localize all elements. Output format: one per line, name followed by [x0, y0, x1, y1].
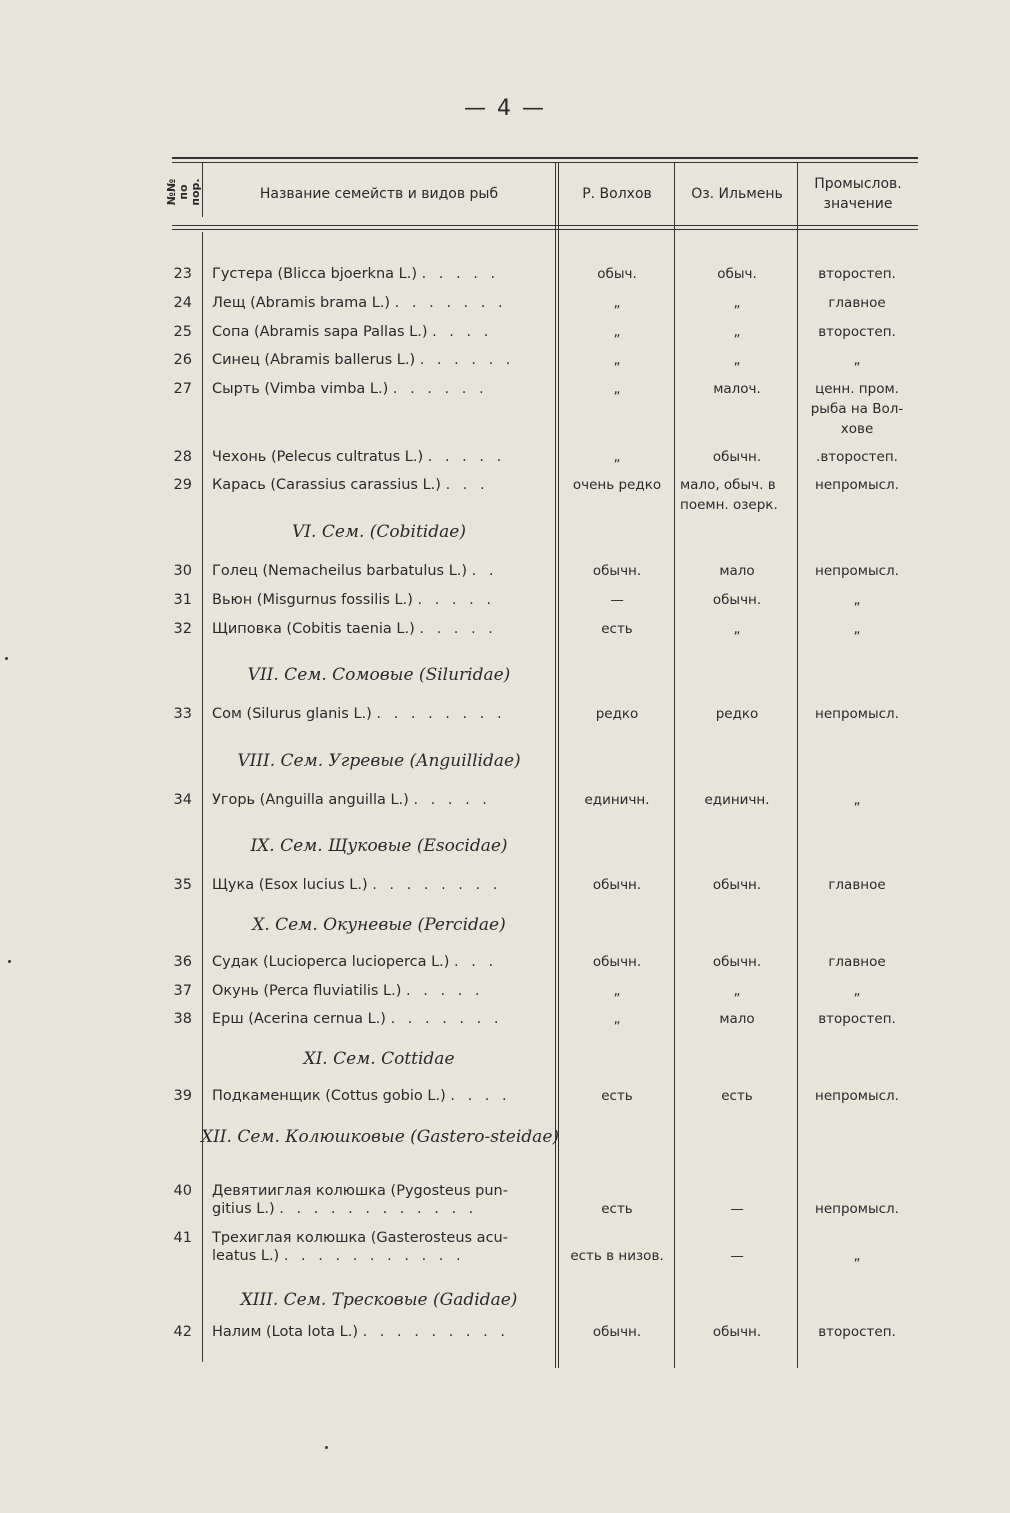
- prom-value: „: [853, 621, 861, 637]
- row-num: 25: [173, 324, 192, 340]
- table-top-rule: [172, 157, 918, 159]
- row-num: 31: [173, 592, 192, 608]
- family-heading: XII. Сем. Колюшковые (Gastero-steidae): [200, 1127, 560, 1147]
- species-name-line2: leatus L.) . . . . . . . . . . .: [212, 1248, 465, 1264]
- prom-value: „: [853, 592, 861, 608]
- volkhov-value: „: [613, 983, 621, 999]
- prom-value: главное: [828, 954, 886, 970]
- species-name: Сом (Silurus glanis L.) . . . . . . . .: [212, 706, 506, 722]
- ilmen-value: обычн.: [712, 877, 762, 893]
- species-name: Синец (Abramis ballerus L.) . . . . . .: [212, 352, 515, 368]
- col-divider-ilmen: [797, 163, 798, 1368]
- print-speck: [8, 960, 11, 963]
- page-number: — 4 —: [464, 96, 546, 121]
- row-num: 36: [173, 954, 192, 970]
- ilmen-value: мало: [719, 563, 755, 579]
- volkhov-value: есть в низов.: [570, 1248, 664, 1264]
- family-heading: X. Сем. Окуневые (Percidae): [252, 915, 506, 935]
- species-name-line1: Девятииглая колюшка (Pygosteus pun-: [212, 1183, 508, 1199]
- prom-value: ценн. пром. рыба на Вол-хове: [810, 381, 904, 437]
- prom-value: главное: [828, 295, 886, 311]
- prom-value: непромысл.: [815, 1201, 899, 1217]
- species-name: Карась (Carassius carassius L.) . . .: [212, 477, 489, 493]
- species-name: Сопа (Abramis sapa Pallas L.) . . . .: [212, 324, 493, 340]
- row-num: 38: [173, 1011, 192, 1027]
- row-num: 35: [173, 877, 192, 893]
- ilmen-value: —: [730, 1248, 744, 1264]
- row-num: 30: [173, 563, 192, 579]
- ilmen-value: „: [733, 352, 741, 368]
- row-num: 34: [173, 792, 192, 808]
- ilmen-value: обычн.: [712, 1324, 762, 1340]
- print-speck: [5, 657, 8, 660]
- family-heading: VII. Сем. Сомовые (Siluridae): [247, 665, 511, 685]
- species-name: Чехонь (Pelecus cultratus L.) . . . . .: [212, 449, 506, 465]
- species-name-line1: Трехиглая колюшка (Gasterosteus acu-: [212, 1230, 508, 1246]
- row-num: 39: [173, 1088, 192, 1104]
- col-divider-name: [555, 163, 556, 1368]
- row-num: 26: [173, 352, 192, 368]
- header-prom: Промыслов. значение: [814, 176, 902, 212]
- prom-value: „: [853, 1248, 861, 1264]
- ilmen-value: единичн.: [704, 792, 770, 808]
- table-top-rule-thin: [172, 162, 918, 163]
- prom-value: „: [853, 792, 861, 808]
- volkhov-value: „: [613, 352, 621, 368]
- prom-value: непромысл.: [815, 563, 899, 579]
- ilmen-value: мало: [719, 1011, 755, 1027]
- volkhov-value: „: [613, 449, 621, 465]
- header-ilmen: Оз. Ильмень: [691, 186, 783, 202]
- species-name: Налим (Lota lota L.) . . . . . . . . .: [212, 1324, 509, 1340]
- prom-value: непромысл.: [815, 477, 899, 493]
- ilmen-value: обычн.: [712, 449, 762, 465]
- ilmen-value: малоч.: [713, 381, 761, 397]
- ilmen-value: „: [733, 324, 741, 340]
- species-name: Щиповка (Cobitis taenia L.) . . . . .: [212, 621, 497, 637]
- ilmen-value: —: [730, 1201, 744, 1217]
- volkhov-value: есть: [601, 1088, 633, 1104]
- row-num: 27: [173, 381, 192, 397]
- prom-value: второстеп.: [818, 324, 896, 340]
- species-name: Сырть (Vimba vimba L.) . . . . . .: [212, 381, 488, 397]
- prom-value: второстеп.: [818, 1011, 896, 1027]
- species-name: Лещ (Abramis brama L.) . . . . . . .: [212, 295, 507, 311]
- species-name: Густера (Blicca bjoerkna L.) . . . . .: [212, 266, 500, 282]
- row-num: 32: [173, 621, 192, 637]
- prom-value: „: [853, 983, 861, 999]
- row-num: 37: [173, 983, 192, 999]
- prom-value: „: [853, 352, 861, 368]
- header-volkhov: Р. Волхов: [582, 186, 652, 202]
- species-name: Угорь (Anguilla anguilla L.) . . . . .: [212, 792, 491, 808]
- volkhov-value: обыч.: [597, 266, 637, 282]
- species-name: Судак (Lucioperca lucioperca L.) . . .: [212, 954, 498, 970]
- row-num: 29: [173, 477, 192, 493]
- row-num: 24: [173, 295, 192, 311]
- col-divider-num-body: [202, 232, 203, 1362]
- prom-value: непромысл.: [815, 1088, 899, 1104]
- species-name: Вьюн (Misgurnus fossilis L.) . . . . .: [212, 592, 495, 608]
- row-num: 33: [173, 706, 192, 722]
- header-bottom-rule: [172, 225, 918, 226]
- family-heading: XIII. Сем. Тресковые (Gadidae): [240, 1290, 518, 1310]
- ilmen-value: „: [733, 621, 741, 637]
- volkhov-value: „: [613, 295, 621, 311]
- volkhov-value: есть: [601, 1201, 633, 1217]
- header-name: Название семейств и видов рыб: [259, 186, 499, 202]
- row-num: 42: [173, 1324, 192, 1340]
- row-num: 28: [173, 449, 192, 465]
- volkhov-value: очень редко: [572, 477, 662, 493]
- row-num: 40: [173, 1183, 192, 1199]
- volkhov-value: „: [613, 1011, 621, 1027]
- species-name: Окунь (Perca fluviatilis L.) . . . . .: [212, 983, 484, 999]
- ilmen-value: „: [733, 983, 741, 999]
- ilmen-value: „: [733, 295, 741, 311]
- volkhov-value: есть: [601, 621, 633, 637]
- volkhov-value: —: [610, 592, 624, 608]
- row-num: 41: [173, 1230, 192, 1246]
- volkhov-value: обычн.: [592, 563, 642, 579]
- prom-value: второстеп.: [818, 1324, 896, 1340]
- row-num: 23: [173, 266, 192, 282]
- header-bottom-rule-double: [172, 229, 918, 230]
- volkhov-value: редко: [595, 706, 639, 722]
- ilmen-value: обычн.: [712, 592, 762, 608]
- family-heading: IX. Сем. Щуковые (Esocidae): [250, 836, 508, 856]
- print-speck: [325, 1446, 328, 1449]
- volkhov-value: обычн.: [592, 877, 642, 893]
- col-divider-name-2: [558, 163, 559, 1368]
- prom-value: главное: [828, 877, 886, 893]
- volkhov-value: „: [613, 381, 621, 397]
- family-heading: VI. Сем. (Cobitidae): [292, 522, 466, 542]
- volkhov-value: „: [613, 324, 621, 340]
- ilmen-value: есть: [721, 1088, 753, 1104]
- family-heading: XI. Сем. Cottidae: [303, 1049, 455, 1069]
- header-num: №№ по пор.: [165, 178, 202, 206]
- ilmen-value: мало, обыч. в поемн. озерк.: [680, 477, 778, 513]
- ilmen-value: обычн.: [712, 954, 762, 970]
- species-name-line2: gitius L.) . . . . . . . . . . . .: [212, 1201, 478, 1217]
- ilmen-value: обыч.: [717, 266, 757, 282]
- prom-value: непромысл.: [815, 706, 899, 722]
- family-heading: VIII. Сем. Угревые (Anguillidae): [237, 751, 521, 771]
- col-divider-volkhov: [674, 163, 675, 1368]
- species-name: Голец (Nemacheilus barbatulus L.) . .: [212, 563, 498, 579]
- species-name: Подкаменщик (Cottus gobio L.) . . . .: [212, 1088, 511, 1104]
- volkhov-value: обычн.: [592, 954, 642, 970]
- prom-value: второстеп.: [818, 266, 896, 282]
- species-name: Щука (Esox lucius L.) . . . . . . . .: [212, 877, 502, 893]
- volkhov-value: обычн.: [592, 1324, 642, 1340]
- ilmen-value: редко: [715, 706, 759, 722]
- species-name: Ерш (Acerina cernua L.) . . . . . . .: [212, 1011, 503, 1027]
- volkhov-value: единичн.: [584, 792, 650, 808]
- prom-value: .второстеп.: [816, 449, 898, 465]
